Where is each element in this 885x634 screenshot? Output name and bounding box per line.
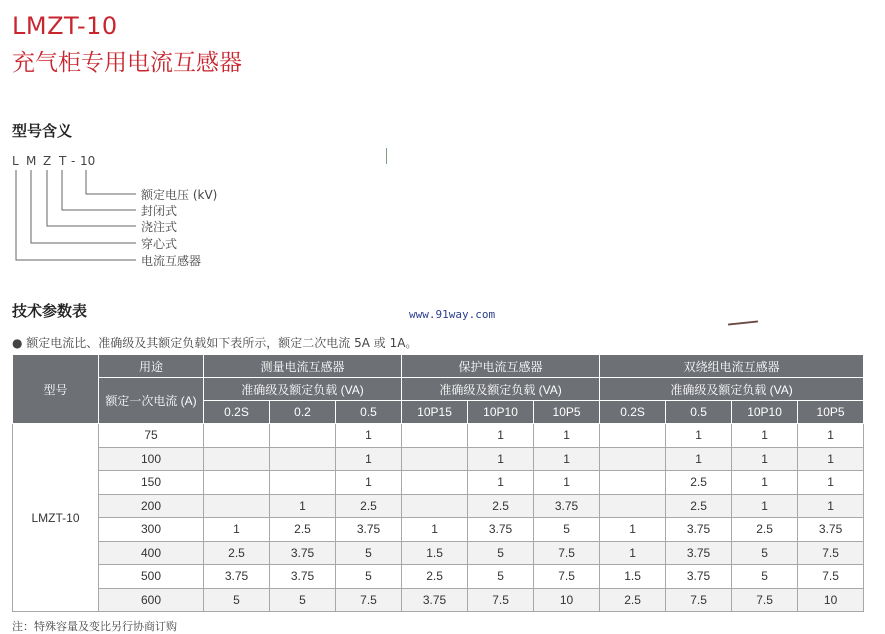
burden-value-cell: 5	[468, 565, 534, 589]
burden-value-cell	[204, 447, 270, 471]
header-use: 用途	[99, 355, 204, 378]
burden-value-cell: 1	[468, 471, 534, 495]
primary-current-cell: 100	[99, 447, 204, 471]
burden-value-cell: 3.75	[666, 541, 732, 565]
burden-value-cell	[600, 424, 666, 448]
legend-cast: 浇注式	[141, 220, 178, 234]
burden-value-cell: 10	[534, 588, 600, 612]
header-class: 10P15	[402, 401, 468, 424]
burden-value-cell: 2.5	[732, 518, 798, 542]
table-row	[13, 424, 864, 448]
table-row	[13, 518, 864, 542]
burden-value-cell	[402, 494, 468, 518]
product-name-title: 充气柜专用电流互感器	[12, 50, 242, 76]
burden-value-cell: 7.5	[336, 588, 402, 612]
burden-value-cell	[600, 447, 666, 471]
code-char-t: T	[59, 154, 67, 168]
primary-current-cell: 500	[99, 565, 204, 589]
header-group-dual: 双绕组电流互感器	[600, 355, 864, 378]
table-row	[13, 447, 864, 471]
header-class: 0.5	[666, 401, 732, 424]
burden-value-cell: 2.5	[204, 541, 270, 565]
table-row	[13, 471, 864, 495]
burden-value-cell: 1.5	[600, 565, 666, 589]
burden-value-cell: 5	[204, 588, 270, 612]
connector-enclosed	[62, 170, 136, 210]
burden-value-cell: 5	[534, 518, 600, 542]
header-group-protect: 保护电流互感器	[402, 355, 600, 378]
table-row	[13, 588, 864, 612]
tech-params-heading: 技术参数表	[12, 302, 88, 320]
burden-value-cell: 1	[732, 447, 798, 471]
header-class: 10P5	[534, 401, 600, 424]
burden-value-cell: 1	[336, 471, 402, 495]
burden-value-cell: 3.75	[402, 588, 468, 612]
burden-value-cell: 1	[468, 424, 534, 448]
connector-voltage	[86, 170, 136, 194]
header-class: 10P5	[798, 401, 864, 424]
burden-value-cell: 5	[732, 565, 798, 589]
burden-value-cell: 1	[534, 471, 600, 495]
burden-value-cell	[270, 424, 336, 448]
legend-through-type: 穿心式	[141, 237, 178, 251]
header-class: 0.2S	[204, 401, 270, 424]
primary-current-cell: 75	[99, 424, 204, 448]
header-group-measure: 测量电流互感器	[204, 355, 402, 378]
table-footnote: 注：特殊容量及变比另行协商订购	[12, 620, 177, 633]
header-accuracy-measure: 准确级及额定负载 (VA)	[204, 378, 402, 401]
header-class: 10P10	[732, 401, 798, 424]
burden-value-cell: 1	[732, 424, 798, 448]
legend-current-transformer: 电流互感器	[141, 254, 202, 268]
burden-value-cell: 7.5	[666, 588, 732, 612]
burden-value-cell: 5	[732, 541, 798, 565]
burden-value-cell: 7.5	[534, 541, 600, 565]
burden-value-cell: 7.5	[534, 565, 600, 589]
burden-value-cell: 1	[600, 518, 666, 542]
burden-value-cell: 2.5	[270, 518, 336, 542]
burden-value-cell: 5	[270, 588, 336, 612]
burden-value-cell: 3.75	[336, 518, 402, 542]
header-primary-current: 额定一次电流 (A)	[99, 378, 204, 424]
legend-enclosed: 封闭式	[141, 204, 178, 218]
burden-value-cell	[270, 447, 336, 471]
burden-value-cell: 7.5	[798, 541, 864, 565]
burden-value-cell: 1	[402, 518, 468, 542]
burden-value-cell: 1	[600, 541, 666, 565]
primary-current-cell: 300	[99, 518, 204, 542]
burden-value-cell: 1	[666, 447, 732, 471]
connector-ct	[16, 170, 136, 260]
burden-value-cell: 3.75	[270, 541, 336, 565]
burden-value-cell: 3.75	[468, 518, 534, 542]
burden-value-cell: 3.75	[666, 565, 732, 589]
burden-value-cell: 5	[336, 541, 402, 565]
burden-value-cell: 1	[270, 494, 336, 518]
burden-value-cell	[402, 471, 468, 495]
code-char-voltage: 10	[80, 154, 96, 168]
header-accuracy-dual: 准确级及额定负载 (VA)	[600, 378, 864, 401]
burden-value-cell: 2.5	[402, 565, 468, 589]
burden-value-cell: 1	[468, 447, 534, 471]
header-class: 0.2	[270, 401, 336, 424]
code-char-z: Z	[43, 154, 52, 168]
burden-value-cell	[600, 471, 666, 495]
burden-value-cell: 1	[798, 447, 864, 471]
legend-rated-voltage: 额定电压 (kV)	[141, 188, 218, 202]
burden-value-cell: 2.5	[666, 494, 732, 518]
header-accuracy-protect: 准确级及额定负载 (VA)	[402, 378, 600, 401]
header-class: 0.2S	[600, 401, 666, 424]
burden-value-cell	[270, 471, 336, 495]
burden-value-cell: 7.5	[468, 588, 534, 612]
model-meaning-heading: 型号含义	[12, 122, 73, 140]
burden-value-cell: 1	[666, 424, 732, 448]
primary-current-cell: 600	[99, 588, 204, 612]
burden-value-cell: 2.5	[468, 494, 534, 518]
product-model-title: LMZT-10	[12, 12, 118, 40]
spec-table-body	[13, 424, 864, 612]
connector-cast	[47, 170, 136, 226]
burden-value-cell: 1	[336, 447, 402, 471]
site-watermark: www.91way.com	[409, 308, 496, 321]
burden-value-cell: 3.75	[270, 565, 336, 589]
burden-value-cell: 1	[336, 424, 402, 448]
burden-value-cell: 3.75	[534, 494, 600, 518]
spec-table	[12, 354, 864, 612]
burden-value-cell: 1	[732, 494, 798, 518]
primary-current-cell: 400	[99, 541, 204, 565]
burden-value-cell: 1	[798, 494, 864, 518]
primary-current-cell: 200	[99, 494, 204, 518]
primary-current-cell: 150	[99, 471, 204, 495]
burden-value-cell: 7.5	[798, 565, 864, 589]
burden-value-cell: 10	[798, 588, 864, 612]
burden-value-cell: 1	[534, 447, 600, 471]
burden-value-cell: 1	[204, 518, 270, 542]
burden-value-cell	[204, 424, 270, 448]
burden-value-cell: 2.5	[600, 588, 666, 612]
burden-value-cell: 2.5	[666, 471, 732, 495]
burden-value-cell: 7.5	[732, 588, 798, 612]
header-class: 10P10	[468, 401, 534, 424]
burden-value-cell: 2.5	[336, 494, 402, 518]
code-char-m: M	[26, 154, 37, 168]
code-char-dash: -	[71, 154, 76, 168]
burden-value-cell	[600, 494, 666, 518]
table-note: ● 额定电流比、准确级及其额定负载如下表所示，额定二次电流 5A 或 1A。	[12, 336, 418, 350]
burden-value-cell: 3.75	[204, 565, 270, 589]
burden-value-cell: 1	[534, 424, 600, 448]
code-char-l: L	[12, 154, 19, 168]
burden-value-cell: 1	[798, 424, 864, 448]
burden-value-cell: 5	[468, 541, 534, 565]
burden-value-cell	[204, 471, 270, 495]
burden-value-cell	[402, 424, 468, 448]
burden-value-cell: 3.75	[666, 518, 732, 542]
burden-value-cell: 3.75	[798, 518, 864, 542]
burden-value-cell: 1	[732, 471, 798, 495]
burden-value-cell: 1	[798, 471, 864, 495]
burden-value-cell	[402, 447, 468, 471]
burden-value-cell: 1.5	[402, 541, 468, 565]
model-cell: LMZT-10	[13, 424, 99, 612]
table-row	[13, 565, 864, 589]
header-class: 0.5	[336, 401, 402, 424]
header-model: 型号	[13, 355, 99, 424]
burden-value-cell	[204, 494, 270, 518]
stray-mark	[386, 148, 387, 164]
table-row	[13, 541, 864, 565]
table-row	[13, 494, 864, 518]
burden-value-cell: 5	[336, 565, 402, 589]
